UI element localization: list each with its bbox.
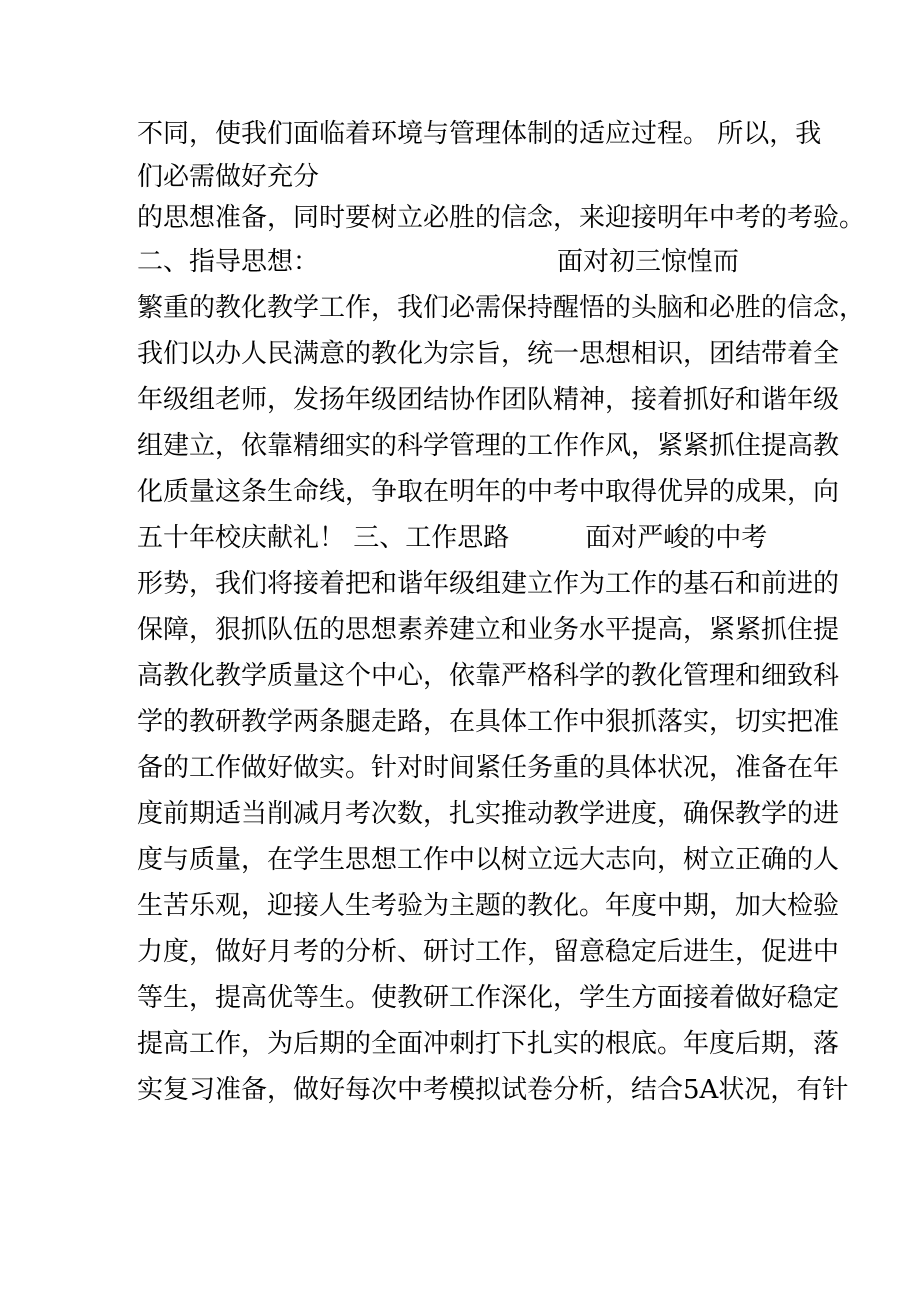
- text-line-split: [137, 239, 807, 285]
- text-line: 提高工作，为后期的全面冲刺打下扎实的根底。年度后期，落: [137, 1029, 840, 1059]
- text-line: 年级组老师，发扬年级团结协作团队精神，接着抓好和谐年级: [137, 385, 840, 415]
- text-line: 繁重的教化教学工作，我们必需保持醒悟的头脑和必胜的信念，: [137, 293, 866, 323]
- text-line: 组建立，依靠精细实的科学管理的工作作风，紧紧抓住提高教: [137, 431, 840, 461]
- text-line: 等生，提高优等生。使教研工作深化，学生方面接着做好稳定: [137, 983, 840, 1013]
- section-heading: 五十年校庆献礼！ 三、工作思路: [137, 523, 510, 553]
- text-line-split: [137, 515, 807, 561]
- text-line: 化质量这条生命线，争取在明年的中考中取得优异的成果，向: [137, 477, 840, 507]
- text-line: 实复习准备，做好每次中考模拟试卷分析，结合5A状况，有针: [137, 1075, 849, 1105]
- text-line: 不同，使我们面临着环境与管理体制的适应过程。 所以，我: [137, 119, 822, 149]
- text-line: 度前期适当削减月考次数，扎实推动教学进度，确保教学的进: [137, 799, 840, 829]
- text-line: 的思想准备，同时要树立必胜的信念，来迎接明年中考的考验。: [137, 203, 866, 233]
- text-line: 保障，狠抓队伍的思想素养建立和业务水平提高，紧紧抓住提: [137, 615, 840, 645]
- text-line: 度与质量，在学生思想工作中以树立远大志向，树立正确的人: [137, 845, 840, 875]
- text-line: 学的教研教学两条腿走路，在具体工作中狠抓落实，切实把准: [137, 707, 840, 737]
- text-segment: 面对严峻的中考: [585, 523, 768, 553]
- section-heading: 二、指导思想：: [137, 247, 320, 277]
- document-body: [137, 111, 866, 1113]
- text-line: 高教化教学质量这个中心，依靠严格科学的教化管理和细致科: [137, 661, 840, 691]
- text-line: 生苦乐观，迎接人生考验为主题的教化。年度中期，加大检验: [137, 891, 840, 921]
- text-line: 备的工作做好做实。针对时间紧任务重的具体状况，准备在年: [137, 753, 840, 783]
- text-segment: 面对初三惊惶而: [557, 247, 740, 277]
- text-line: 们必需做好充分: [137, 162, 320, 192]
- text-line: 形势，我们将接着把和谐年级组建立作为工作的基石和前进的: [137, 569, 840, 599]
- text-line: 我们以办人民满意的教化为宗旨，统一思想相识，团结带着全: [137, 339, 840, 369]
- text-line: 力度，做好月考的分析、研讨工作，留意稳定后进生，促进中: [137, 937, 840, 967]
